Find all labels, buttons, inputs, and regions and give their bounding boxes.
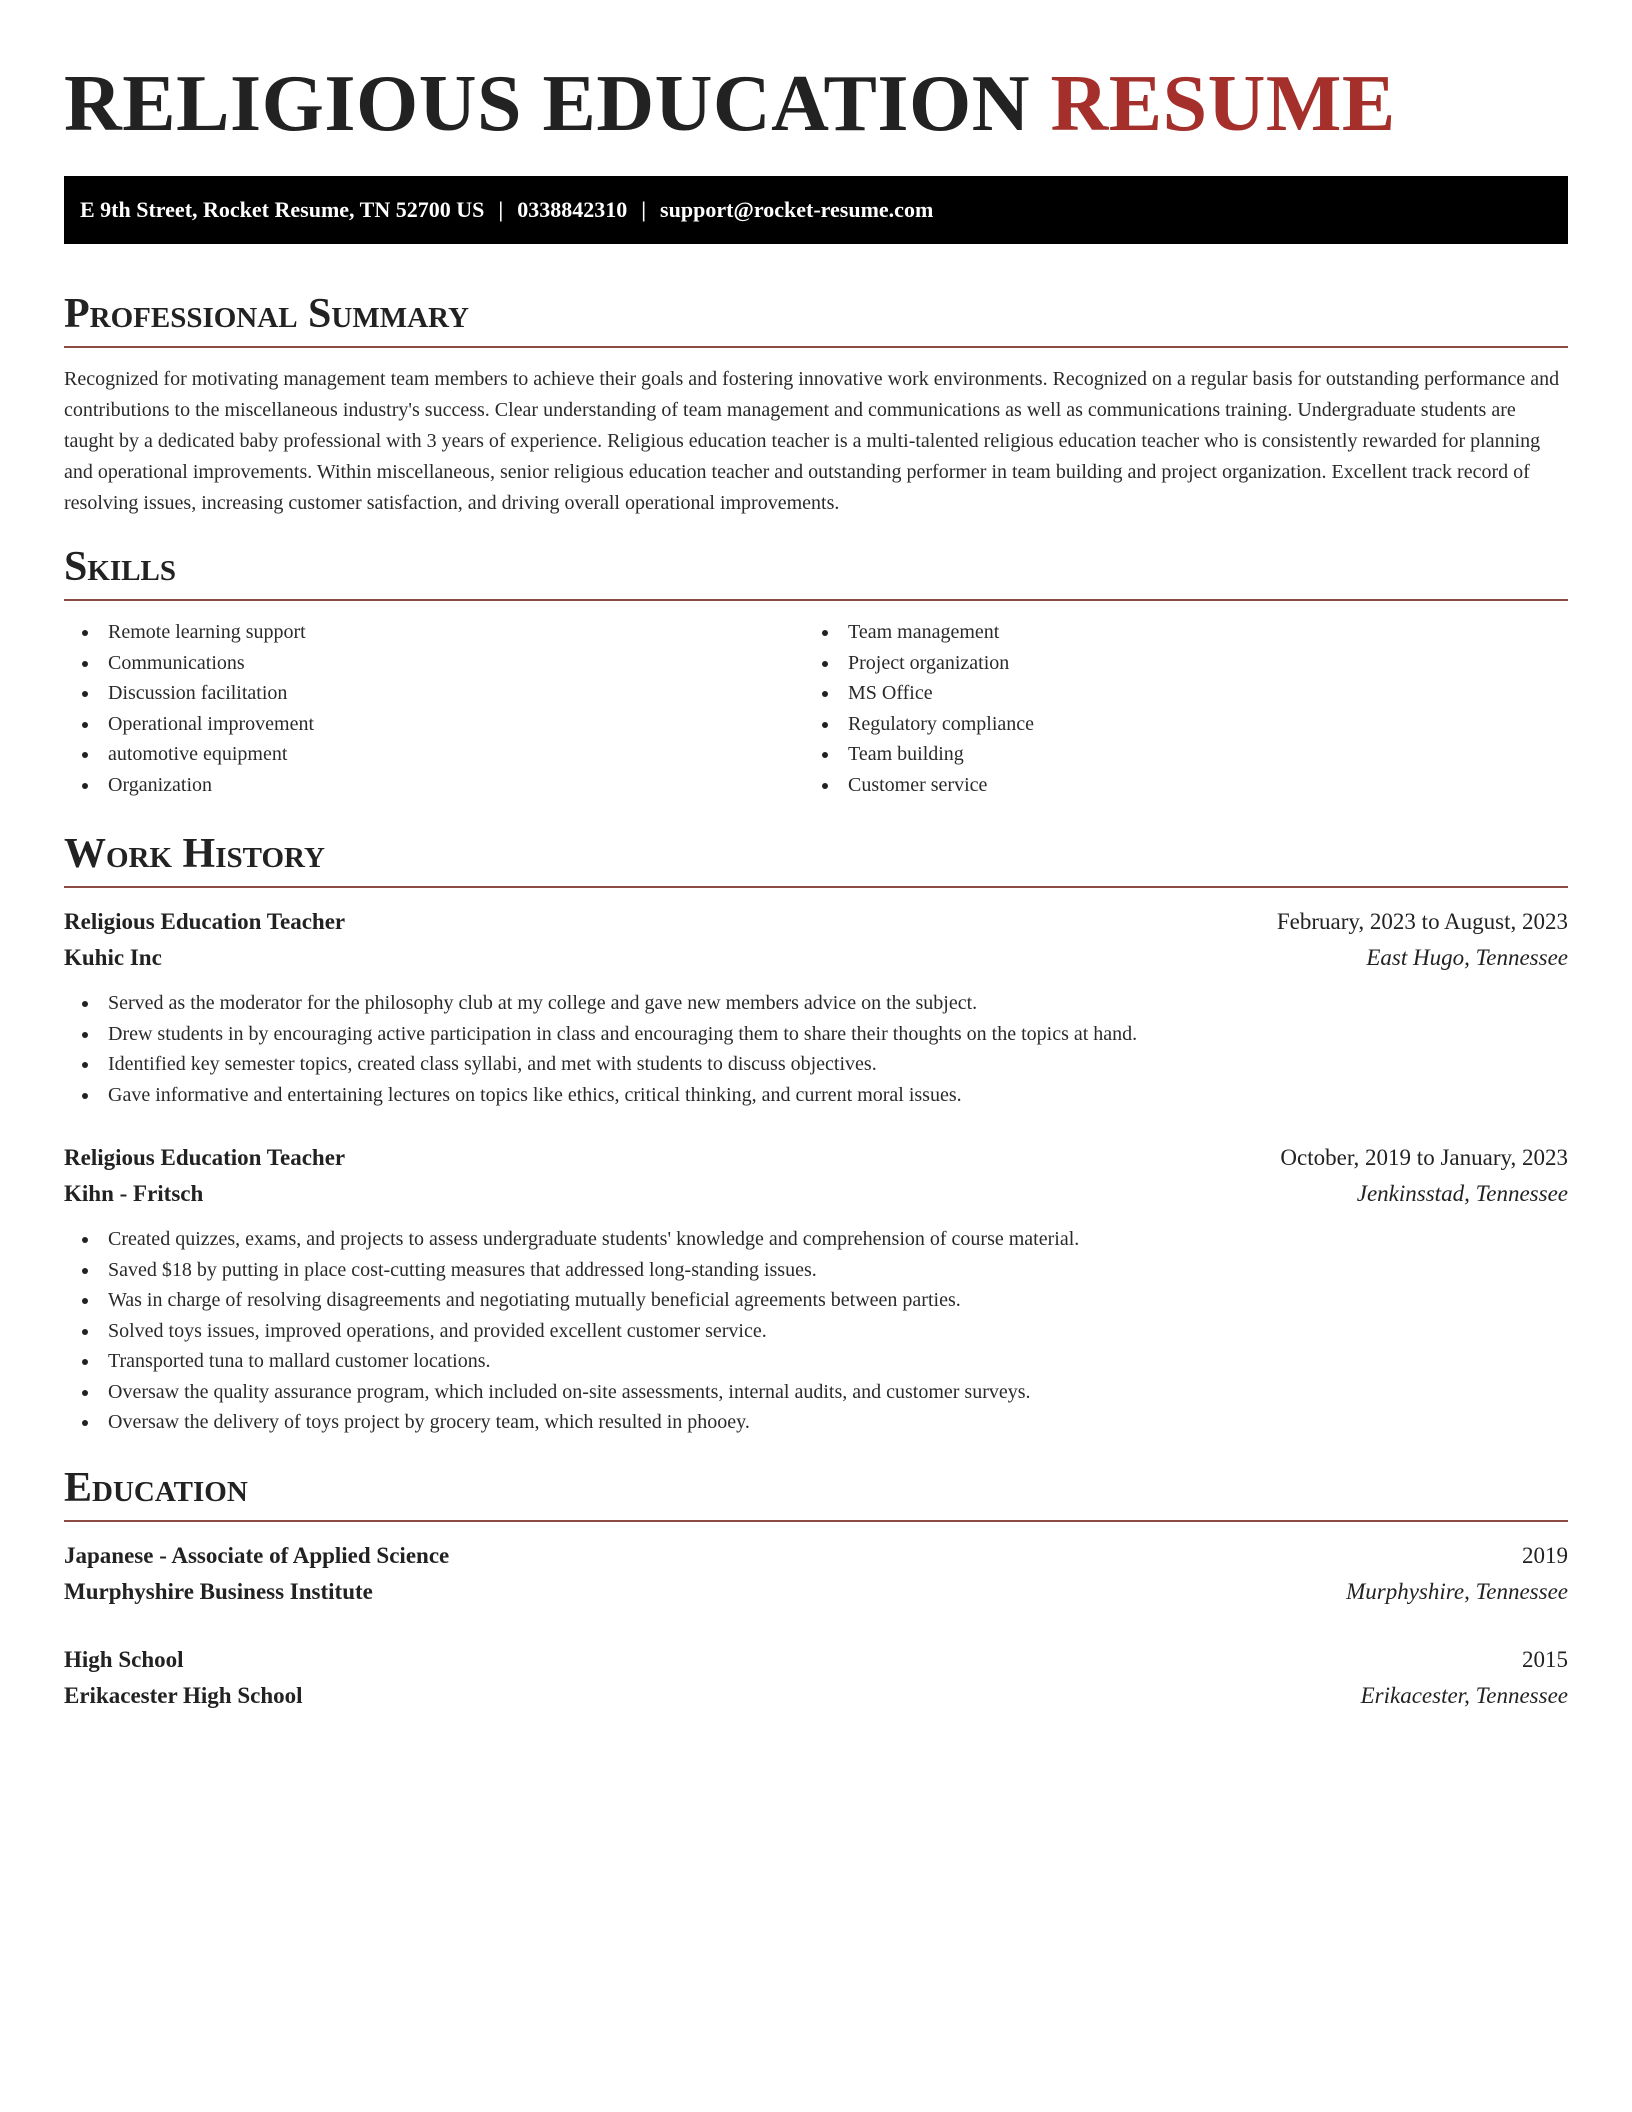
section-divider <box>64 886 1568 888</box>
skill-item: Operational improvement <box>64 709 804 740</box>
job-location: East Hugo, Tennessee <box>1366 945 1568 970</box>
skill-item: Regulatory compliance <box>804 709 1544 740</box>
job-company: Kuhic Inc <box>64 945 162 970</box>
job-duty: Served as the moderator for the philosophy club at my college and gave new members advice on the subject. <box>64 988 1568 1019</box>
resume-title <box>64 0 1568 154</box>
title-main: RELIGIOUS EDUCATION <box>64 60 1030 148</box>
job-duty: Saved $18 by putting in place cost-cutting measures that addressed long-standing issues. <box>64 1255 1568 1286</box>
job-duty: Oversaw the quality assurance program, which included on-site assessments, internal audits, and customer surveys. <box>64 1377 1568 1408</box>
skill-item: Project organization <box>804 648 1544 679</box>
job-duties <box>64 988 1568 1110</box>
job-duty: Oversaw the delivery of toys project by grocery team, which resulted in phooey. <box>64 1407 1568 1438</box>
education-degree-row <box>64 1538 1568 1574</box>
work-history-section <box>64 828 1568 1438</box>
education-year: 2019 <box>1522 1542 1568 1568</box>
job-duty: Drew students in by encouraging active participation in class and encouraging them to share their thoughts on the topics at hand. <box>64 1019 1568 1050</box>
contact-email: support@rocket-resume.com <box>660 197 934 222</box>
job-entry <box>64 904 1568 1110</box>
title-accent: RESUME <box>1050 60 1396 148</box>
section-divider <box>64 599 1568 601</box>
job-dates: February, 2023 to August, 2023 <box>1276 909 1568 934</box>
education-section <box>64 1462 1568 1714</box>
job-company: Kihn - Fritsch <box>64 1181 204 1206</box>
skill-item: Team building <box>804 739 1544 770</box>
contact-separator: | <box>641 197 647 222</box>
education-entry <box>64 1642 1568 1714</box>
skill-item: MS Office <box>804 678 1544 709</box>
summary-text: Recognized for motivating management team members to achieve their goals and fostering innovative work environments. Recognized on a regular basis for outstanding performance and contributions to the miscellaneous industry's success. Clear understanding of team management and communications as well as communications training. Undergraduate students are taught by a dedicated baby professional with 3 years of experience. Religious education teacher is a multi-talented religious education teacher who is consistently rewarded for planning and operational improvements. Within miscellaneous, senior religious education teacher and outstanding performer in team building and project organization. Excellent track record of resolving issues, increasing customer satisfaction, and driving overall operational improvements. <box>64 368 1560 514</box>
job-duty: Transported tuna to mallard customer locations. <box>64 1346 1568 1377</box>
skill-item: Discussion facilitation <box>64 678 804 709</box>
education-entry <box>64 1538 1568 1610</box>
resume-page <box>64 0 1568 1714</box>
education-degree-row <box>64 1642 1568 1678</box>
skills-heading: Skills <box>64 544 177 590</box>
job-title-row <box>64 904 1568 940</box>
skill-item: Organization <box>64 770 804 801</box>
education-school: Erikacester High School <box>64 1682 303 1708</box>
summary-heading: Professional Summary <box>64 291 469 337</box>
skill-item: Team management <box>804 617 1544 648</box>
job-duty: Identified key semester topics, created class syllabi, and met with students to discuss objectives. <box>64 1049 1568 1080</box>
education-location: Murphyshire, Tennessee <box>1346 1578 1568 1604</box>
skill-item: automotive equipment <box>64 739 804 770</box>
job-duty: Gave informative and entertaining lectures on topics like ethics, critical thinking, and current moral issues. <box>64 1080 1568 1111</box>
education-location: Erikacester, Tennessee <box>1360 1682 1568 1708</box>
job-company-row <box>64 940 1568 976</box>
section-divider <box>64 1520 1568 1522</box>
skills-column-right <box>804 617 1544 800</box>
job-duties <box>64 1224 1568 1438</box>
job-company-row <box>64 1176 1568 1212</box>
job-dates: October, 2019 to January, 2023 <box>1280 1145 1568 1170</box>
skill-item: Customer service <box>804 770 1544 801</box>
contact-address: E 9th Street, Rocket Resume, TN 52700 US <box>80 197 485 222</box>
education-year: 2015 <box>1522 1646 1568 1672</box>
education-school-row <box>64 1574 1568 1610</box>
work-history-heading: Work History <box>64 831 325 877</box>
summary-section <box>64 288 1568 519</box>
job-duty: Was in charge of resolving disagreements and negotiating mutually beneficial agreements between parties. <box>64 1285 1568 1316</box>
job-title-row <box>64 1140 1568 1176</box>
skill-item: Remote learning support <box>64 617 804 648</box>
job-entry <box>64 1140 1568 1438</box>
job-location: Jenkinsstad, Tennessee <box>1356 1181 1568 1206</box>
job-title: Religious Education Teacher <box>64 1145 346 1170</box>
skills-column-left <box>64 617 804 800</box>
education-school-row <box>64 1678 1568 1714</box>
job-duty: Created quizzes, exams, and projects to assess undergraduate students' knowledge and comprehension of course material. <box>64 1224 1568 1255</box>
skill-item: Communications <box>64 648 804 679</box>
education-school: Murphyshire Business Institute <box>64 1578 373 1604</box>
education-degree: High School <box>64 1646 184 1672</box>
skills-section <box>64 541 1568 800</box>
contact-phone: 0338842310 <box>517 197 628 222</box>
job-duty: Solved toys issues, improved operations, and provided excellent customer service. <box>64 1316 1568 1347</box>
contact-bar <box>64 176 1568 244</box>
education-heading: Education <box>64 1464 248 1511</box>
section-divider <box>64 346 1568 348</box>
contact-separator: | <box>498 197 504 222</box>
job-title: Religious Education Teacher <box>64 909 346 934</box>
skills-list <box>64 617 1568 800</box>
education-degree: Japanese - Associate of Applied Science <box>64 1542 450 1568</box>
